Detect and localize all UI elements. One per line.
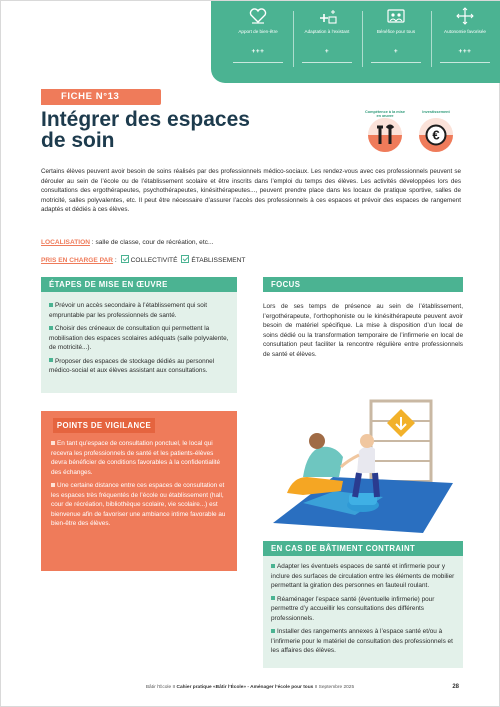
investment-arc-label: Investissement — [422, 110, 450, 114]
contraint-item — [271, 595, 455, 624]
benefit-label: Adaptation à l’existant — [304, 29, 350, 34]
footer-right: II Septembre 2025 — [313, 685, 355, 690]
contraint-item — [271, 627, 455, 656]
investment-indicator — [416, 110, 456, 154]
localisation-key: LOCALISATION — [41, 239, 90, 246]
contraint-header: EN CAS DE BÂTIMENT CONTRAINT — [263, 541, 463, 556]
contraint-item-text: Installer des rangements annexes à l’espace santé et/ou à l’infirmerie pour le matériel de consultation des professionnels et les affaires des élèves. — [271, 628, 453, 654]
divider — [431, 11, 432, 67]
divider — [293, 11, 294, 67]
prise-en-charge-key: PRIS EN CHARGE PAR — [41, 257, 114, 264]
etablissement-checkbox — [181, 255, 189, 263]
localisation-value: : salle de classe, cour de récréation, etc... — [89, 239, 214, 246]
vigilance-list — [51, 439, 229, 533]
focus-text: Lors de ses temps de présence au sein de l’établissement, l’ergothérapeute, l’orthophoniste ou le kinésithérapeute peuvent avoir besoin de matériel spécifique. La mise à disposition d’un local de soins dédié ou la transformation temporaire de l’infirmerie en local de consultation peut faciliter la rencontre régulière entre professionnels de santé et élèves. — [263, 303, 463, 358]
bullet-square — [271, 629, 275, 633]
etapes-item — [49, 324, 229, 353]
vigilance-item — [51, 439, 229, 477]
benefit-rating: +++ — [251, 48, 265, 55]
etapes-item-text: Prévoir un accès secondaire à l’établissement qui soit empruntable par les professionnels de santé. — [49, 302, 208, 319]
etablissement-label: ÉTABLISSEMENT — [191, 257, 246, 264]
etapes-item — [49, 357, 229, 376]
fiche-number-badge: FICHE N°13 — [41, 89, 161, 105]
consultation-illustration — [263, 373, 463, 537]
tools-icon — [368, 118, 402, 152]
arrows-cross-icon — [454, 7, 476, 25]
etapes-header: ÉTAPES DE MISE EN ŒUVRE — [41, 277, 237, 292]
prise-en-charge-sep: : — [113, 257, 119, 264]
benefit-bien-etre — [227, 7, 289, 55]
heart-hand-icon — [247, 7, 269, 25]
contraint-item — [271, 562, 455, 591]
benefit-rating: + — [393, 48, 399, 55]
focus-header: FOCUS — [263, 277, 463, 292]
competence-indicator — [365, 110, 405, 154]
etapes-item — [49, 301, 229, 320]
divider — [362, 11, 363, 67]
localisation-line — [41, 239, 213, 246]
footer-left: Bâtir l’École II — [145, 685, 177, 690]
benefit-rule — [302, 62, 352, 63]
benefit-rating: +++ — [458, 48, 472, 55]
vigilance-header: POINTS DE VIGILANCE — [53, 418, 155, 433]
benefit-rating: + — [324, 48, 330, 55]
prise-en-charge-line — [41, 255, 245, 264]
vigilance-item-text: Une certaine distance entre ces espaces de consultation et les espaces très fréquentés de l’école ou établissement (hall, cour de récréation, bibliothèque scolaire, vie scolaire...) est bienvenue afin de favoriser une ambiance intime favorable au bien-être des élèves. — [51, 482, 226, 527]
benefit-rule — [371, 62, 421, 63]
contraint-item-text: Réaménager l’espace santé (éventuelle infirmerie) pour permettre d’y accueillir les consultations des différents professionnels. — [271, 595, 435, 622]
bullet-square — [49, 303, 53, 307]
title-line-1: Intégrer des espaces — [41, 108, 250, 131]
intro-paragraph: Certains élèves peuvent avoir besoin de soins réalisés par des professionnels médico-sociaux. Les rendez-vous avec ces professionnels peuvent se dérouler au sein de l’école ou de l’établissement scolaire et être inscrits dans l’emploi du temps des élèves. Les activités développées lors des consultations des ergothérapeutes, psychothérapeutes, kinésithérapeutes..., peuvent prendre place dans les locaux de pratique sportive, salles de motricité, salles polyvalentes, etc. Il peut être nécessaire d’assurer l’accès des professionnels à ces espaces et prévoir des espaces de rangement adaptés et dédiés à ces élèves. — [41, 168, 461, 214]
bullet-square — [271, 596, 275, 600]
people-group-icon — [385, 7, 407, 25]
collectivite-checkbox — [121, 255, 129, 263]
bullet-square — [51, 441, 55, 445]
euro-icon — [419, 118, 453, 152]
competence-arc-label: Compétence à la mise en œuvre — [365, 110, 405, 118]
etapes-item-text: Proposer des espaces de stockage dédiés au personnel médico-social et aux élèves assistant aux consultations. — [49, 357, 215, 374]
benefit-adaptation — [296, 7, 358, 55]
bullet-square — [49, 326, 53, 330]
bullet-square — [271, 564, 275, 568]
page-footer — [41, 685, 459, 690]
adaptation-plus-icon — [316, 7, 338, 25]
vigilance-item — [51, 481, 229, 529]
vigilance-box — [41, 411, 237, 571]
svg-text:€: € — [432, 127, 440, 143]
investment-circle — [419, 118, 453, 152]
page-title — [41, 109, 341, 151]
benefit-pour-tous — [365, 7, 427, 55]
benefit-label: Apport de bien-être — [238, 29, 278, 34]
contraint-item-text: Adapter les éventuels espaces de santé et infirmerie pour y inclure des surfaces de circulation entre les éléments de mobilier permettant la giration des personnes en fauteuil roulant. — [271, 563, 455, 589]
benefit-label: Autonomie favorisée — [444, 29, 486, 34]
benefit-rule — [233, 62, 283, 63]
competence-circle — [368, 118, 402, 152]
vigilance-item-text: En tant qu’espace de consultation ponctuel, le local qui recevra les professionnels de santé et les patients-élèves devra bénéficier de conditions favorables à la confidentialité des échanges. — [51, 440, 221, 476]
benefit-label: Bénéfice pour tous — [376, 29, 416, 34]
page-number: 28 — [452, 684, 459, 690]
etapes-item-text: Choisir des créneaux de consultation qui permettent la mobilisation des espaces scolaires adéquats (salle polyvalente, de motricité...). — [49, 325, 229, 351]
contraint-body — [263, 556, 463, 668]
bullet-square — [51, 483, 55, 487]
collectivite-label: COLLECTIVITÉ — [130, 257, 178, 264]
title-line-2: de soin — [41, 129, 115, 152]
benefit-rule — [440, 62, 490, 63]
bullet-square — [49, 358, 53, 362]
benefit-autonomie — [434, 7, 496, 55]
etapes-body — [41, 292, 237, 393]
benefits-banner — [211, 1, 500, 83]
footer-bold: Cahier pratique «Bâtir l’École» - Aménager l’école pour tous — [176, 685, 314, 690]
